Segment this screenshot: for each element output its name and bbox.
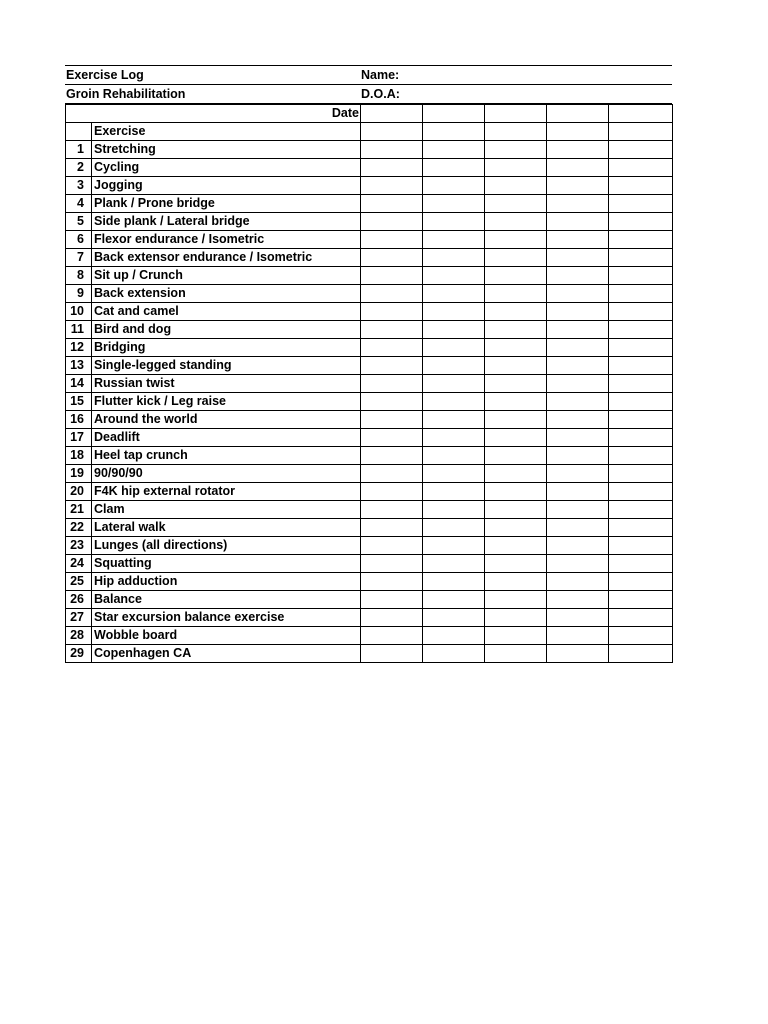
log-cell[interactable] (609, 393, 673, 411)
log-cell[interactable] (547, 447, 609, 465)
log-cell[interactable] (485, 141, 547, 159)
row-number: 25 (66, 573, 92, 591)
log-cell[interactable] (547, 303, 609, 321)
date-cell[interactable] (361, 105, 423, 123)
log-cell[interactable] (361, 123, 423, 141)
log-title: Exercise Log (66, 68, 144, 82)
log-cell[interactable] (361, 159, 423, 177)
log-cell[interactable] (485, 609, 547, 627)
log-cell[interactable] (485, 321, 547, 339)
log-cell[interactable] (361, 483, 423, 501)
log-cell[interactable] (609, 321, 673, 339)
log-cell[interactable] (609, 267, 673, 285)
log-cell[interactable] (547, 501, 609, 519)
table-row (66, 537, 673, 555)
log-cell[interactable] (361, 339, 423, 357)
log-cell[interactable] (485, 555, 547, 573)
log-cell[interactable] (547, 339, 609, 357)
row-number: 24 (66, 555, 92, 573)
table-row (66, 555, 673, 573)
log-cell[interactable] (423, 447, 485, 465)
log-cell[interactable] (361, 375, 423, 393)
log-cell[interactable] (423, 249, 485, 267)
log-cell[interactable] (547, 393, 609, 411)
row-number: 10 (66, 303, 92, 321)
log-cell[interactable] (547, 213, 609, 231)
log-cell[interactable] (361, 501, 423, 519)
exercise-table (65, 104, 673, 663)
date-cell[interactable] (423, 105, 485, 123)
log-cell[interactable] (547, 483, 609, 501)
log-cell[interactable] (609, 249, 673, 267)
table-row (66, 429, 673, 447)
log-cell[interactable] (361, 609, 423, 627)
row-number: 20 (66, 483, 92, 501)
exercise-name: Star excursion balance exercise (92, 609, 361, 627)
name-label: Name: (361, 68, 400, 82)
table-row (66, 627, 673, 645)
log-cell[interactable] (361, 519, 423, 537)
log-cell[interactable] (609, 339, 673, 357)
log-cell[interactable] (423, 519, 485, 537)
log-cell[interactable] (361, 267, 423, 285)
row-number: 1 (66, 141, 92, 159)
exercise-name: Back extension (92, 285, 361, 303)
table-row (66, 465, 673, 483)
log-cell[interactable] (547, 591, 609, 609)
date-label: Date (66, 105, 361, 123)
log-cell[interactable] (609, 465, 673, 483)
log-cell[interactable] (609, 555, 673, 573)
log-cell[interactable] (547, 411, 609, 429)
log-cell[interactable] (547, 357, 609, 375)
log-cell[interactable] (423, 429, 485, 447)
log-cell[interactable] (423, 483, 485, 501)
table-row (66, 411, 673, 429)
table-row (66, 519, 673, 537)
exercise-name: Flexor endurance / Isometric (92, 231, 361, 249)
row-number: 16 (66, 411, 92, 429)
log-cell[interactable] (609, 591, 673, 609)
log-cell[interactable] (485, 519, 547, 537)
log-cell[interactable] (485, 429, 547, 447)
log-cell[interactable] (485, 357, 547, 375)
log-cell[interactable] (423, 375, 485, 393)
log-cell[interactable] (361, 303, 423, 321)
log-cell[interactable] (609, 519, 673, 537)
log-cell[interactable] (547, 141, 609, 159)
log-cell[interactable] (609, 573, 673, 591)
row-number: 6 (66, 231, 92, 249)
row-number: 4 (66, 195, 92, 213)
log-cell[interactable] (361, 447, 423, 465)
header-row-title (65, 65, 672, 85)
log-cell[interactable] (361, 213, 423, 231)
log-cell[interactable] (485, 249, 547, 267)
log-cell[interactable] (361, 231, 423, 249)
table-row (66, 591, 673, 609)
log-cell[interactable] (423, 177, 485, 195)
log-cell[interactable] (423, 645, 485, 663)
log-cell[interactable] (547, 249, 609, 267)
log-cell[interactable] (423, 213, 485, 231)
log-cell[interactable] (423, 501, 485, 519)
log-cell[interactable] (485, 231, 547, 249)
log-cell[interactable] (423, 573, 485, 591)
table-row (66, 285, 673, 303)
log-cell[interactable] (361, 465, 423, 483)
table-row (66, 609, 673, 627)
exercise-name: Bird and dog (92, 321, 361, 339)
log-cell[interactable] (485, 159, 547, 177)
log-cell[interactable] (361, 573, 423, 591)
table-row (66, 231, 673, 249)
log-cell[interactable] (361, 285, 423, 303)
log-cell[interactable] (361, 321, 423, 339)
log-cell[interactable] (361, 411, 423, 429)
exercise-name: Around the world (92, 411, 361, 429)
log-cell[interactable] (361, 249, 423, 267)
log-cell[interactable] (609, 195, 673, 213)
log-cell[interactable] (485, 285, 547, 303)
table-row (66, 321, 673, 339)
row-number: 14 (66, 375, 92, 393)
log-cell[interactable] (423, 591, 485, 609)
log-cell[interactable] (609, 375, 673, 393)
row-number: 13 (66, 357, 92, 375)
row-number: 18 (66, 447, 92, 465)
log-cell[interactable] (361, 429, 423, 447)
log-cell[interactable] (609, 213, 673, 231)
exercise-header: Exercise (92, 123, 361, 141)
log-cell[interactable] (361, 177, 423, 195)
table-row (66, 447, 673, 465)
log-cell[interactable] (423, 609, 485, 627)
row-number: 17 (66, 429, 92, 447)
exercise-name: Hip adduction (92, 573, 361, 591)
row-number: 22 (66, 519, 92, 537)
table-row (66, 357, 673, 375)
log-cell[interactable] (361, 393, 423, 411)
log-cell[interactable] (423, 267, 485, 285)
exercise-name: Copenhagen CA (92, 645, 361, 663)
exercise-name: Clam (92, 501, 361, 519)
log-cell[interactable] (485, 501, 547, 519)
log-cell[interactable] (423, 537, 485, 555)
log-cell[interactable] (609, 411, 673, 429)
exercise-name: Single-legged standing (92, 357, 361, 375)
exercise-name: Sit up / Crunch (92, 267, 361, 285)
exercise-name: Lunges (all directions) (92, 537, 361, 555)
row-number: 21 (66, 501, 92, 519)
date-cell[interactable] (485, 105, 547, 123)
log-cell[interactable] (609, 627, 673, 645)
exercise-name: Balance (92, 591, 361, 609)
log-cell[interactable] (485, 195, 547, 213)
log-cell[interactable] (485, 123, 547, 141)
exercise-name: Deadlift (92, 429, 361, 447)
exercise-name: Cat and camel (92, 303, 361, 321)
log-cell[interactable] (609, 447, 673, 465)
log-cell[interactable] (423, 339, 485, 357)
log-cell[interactable] (423, 141, 485, 159)
log-cell[interactable] (547, 159, 609, 177)
log-cell[interactable] (485, 537, 547, 555)
log-cell[interactable] (485, 465, 547, 483)
log-cell[interactable] (547, 267, 609, 285)
log-cell[interactable] (609, 303, 673, 321)
log-cell[interactable] (609, 483, 673, 501)
log-cell[interactable] (609, 537, 673, 555)
row-number: 28 (66, 627, 92, 645)
table-row (66, 159, 673, 177)
exercise-name: Back extensor endurance / Isometric (92, 249, 361, 267)
log-cell[interactable] (547, 123, 609, 141)
exercise-name: Flutter kick / Leg raise (92, 393, 361, 411)
log-cell[interactable] (485, 591, 547, 609)
log-cell[interactable] (609, 141, 673, 159)
log-cell[interactable] (547, 429, 609, 447)
exercise-name: Russian twist (92, 375, 361, 393)
exercise-name: Bridging (92, 339, 361, 357)
log-cell[interactable] (423, 627, 485, 645)
log-cell[interactable] (547, 555, 609, 573)
log-cell[interactable] (423, 123, 485, 141)
log-cell[interactable] (361, 627, 423, 645)
date-cell[interactable] (609, 105, 673, 123)
log-cell[interactable] (609, 609, 673, 627)
row-number: 15 (66, 393, 92, 411)
log-cell[interactable] (547, 519, 609, 537)
log-cell[interactable] (423, 231, 485, 249)
log-cell[interactable] (547, 573, 609, 591)
number-header (66, 123, 92, 141)
row-number: 11 (66, 321, 92, 339)
log-cell[interactable] (547, 609, 609, 627)
log-cell[interactable] (485, 177, 547, 195)
table-row (66, 645, 673, 663)
log-cell[interactable] (361, 537, 423, 555)
table-row (66, 267, 673, 285)
log-cell[interactable] (423, 285, 485, 303)
table-row (66, 195, 673, 213)
log-cell[interactable] (609, 123, 673, 141)
log-cell[interactable] (609, 645, 673, 663)
row-number: 26 (66, 591, 92, 609)
exercise-name: Lateral walk (92, 519, 361, 537)
row-number: 29 (66, 645, 92, 663)
log-cell[interactable] (547, 231, 609, 249)
table-row (66, 249, 673, 267)
log-cell[interactable] (423, 195, 485, 213)
log-cell[interactable] (547, 537, 609, 555)
row-number: 8 (66, 267, 92, 285)
table-row (66, 303, 673, 321)
table-row (66, 177, 673, 195)
date-cell[interactable] (547, 105, 609, 123)
table-row (66, 213, 673, 231)
table-row (66, 339, 673, 357)
log-cell[interactable] (609, 429, 673, 447)
log-cell[interactable] (423, 555, 485, 573)
row-number: 19 (66, 465, 92, 483)
exercise-name: Heel tap crunch (92, 447, 361, 465)
log-cell[interactable] (609, 159, 673, 177)
log-cell[interactable] (485, 483, 547, 501)
log-cell[interactable] (609, 357, 673, 375)
log-cell[interactable] (361, 195, 423, 213)
log-cell[interactable] (547, 465, 609, 483)
log-cell[interactable] (361, 357, 423, 375)
log-cell[interactable] (547, 375, 609, 393)
table-row (66, 375, 673, 393)
log-cell[interactable] (485, 303, 547, 321)
log-cell[interactable] (547, 645, 609, 663)
log-cell[interactable] (609, 231, 673, 249)
exercise-name: Side plank / Lateral bridge (92, 213, 361, 231)
log-cell[interactable] (485, 627, 547, 645)
row-number: 12 (66, 339, 92, 357)
log-cell[interactable] (423, 159, 485, 177)
exercise-name: Squatting (92, 555, 361, 573)
log-cell[interactable] (361, 591, 423, 609)
log-cell[interactable] (547, 177, 609, 195)
log-cell[interactable] (609, 285, 673, 303)
table-row (66, 573, 673, 591)
table-row (66, 393, 673, 411)
doa-label: D.O.A: (361, 87, 400, 101)
log-cell[interactable] (361, 645, 423, 663)
log-cell[interactable] (547, 285, 609, 303)
log-cell[interactable] (361, 141, 423, 159)
header-row-subtitle (65, 85, 672, 104)
log-cell[interactable] (547, 195, 609, 213)
log-cell[interactable] (485, 267, 547, 285)
log-cell[interactable] (547, 627, 609, 645)
row-number: 2 (66, 159, 92, 177)
table-row (66, 483, 673, 501)
table-row (66, 501, 673, 519)
log-cell[interactable] (485, 573, 547, 591)
log-cell[interactable] (485, 393, 547, 411)
exercise-log-sheet (65, 65, 672, 663)
log-cell[interactable] (423, 357, 485, 375)
log-cell[interactable] (485, 447, 547, 465)
log-cell[interactable] (423, 411, 485, 429)
row-number: 3 (66, 177, 92, 195)
row-number: 27 (66, 609, 92, 627)
table-row (66, 141, 673, 159)
exercise-name: Plank / Prone bridge (92, 195, 361, 213)
log-cell[interactable] (547, 321, 609, 339)
exercise-name: Stretching (92, 141, 361, 159)
date-row (66, 105, 673, 123)
log-cell[interactable] (485, 411, 547, 429)
log-cell[interactable] (485, 339, 547, 357)
log-cell[interactable] (423, 465, 485, 483)
log-cell[interactable] (609, 177, 673, 195)
row-number: 23 (66, 537, 92, 555)
log-cell[interactable] (609, 501, 673, 519)
column-header-row (66, 123, 673, 141)
log-cell[interactable] (423, 321, 485, 339)
exercise-name: Jogging (92, 177, 361, 195)
row-number: 7 (66, 249, 92, 267)
row-number: 9 (66, 285, 92, 303)
log-cell[interactable] (485, 645, 547, 663)
exercise-name: 90/90/90 (92, 465, 361, 483)
exercise-name: Wobble board (92, 627, 361, 645)
log-cell[interactable] (423, 303, 485, 321)
log-cell[interactable] (423, 393, 485, 411)
row-number: 5 (66, 213, 92, 231)
log-cell[interactable] (485, 375, 547, 393)
exercise-name: F4K hip external rotator (92, 483, 361, 501)
log-cell[interactable] (485, 213, 547, 231)
exercise-name: Cycling (92, 159, 361, 177)
log-subtitle: Groin Rehabilitation (66, 87, 186, 101)
log-cell[interactable] (361, 555, 423, 573)
